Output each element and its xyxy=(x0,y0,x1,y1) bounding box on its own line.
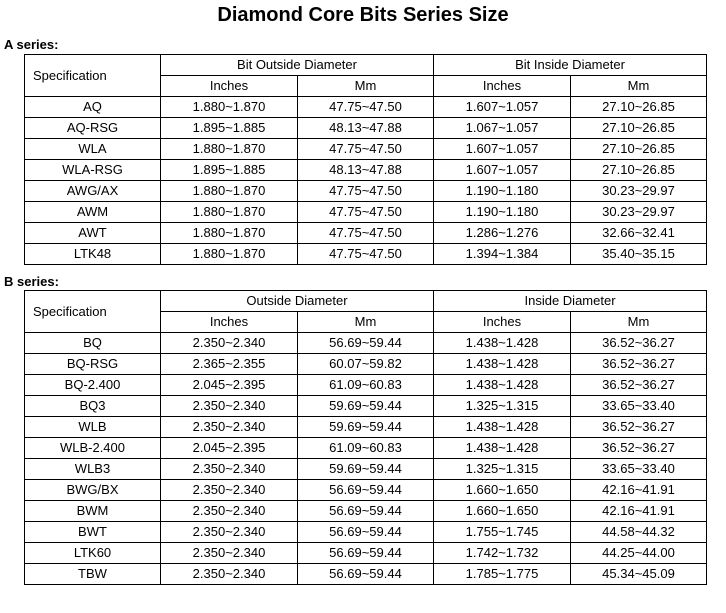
outside-inches-cell: 2.350~2.340 xyxy=(161,480,298,501)
spec-cell: BWG/BX xyxy=(25,480,161,501)
outside-mm-cell: 56.69~59.44 xyxy=(298,564,434,585)
outside-inches-cell: 2.350~2.340 xyxy=(161,396,298,417)
table-row xyxy=(25,501,707,522)
outside-inches-cell: 2.350~2.340 xyxy=(161,543,298,564)
outside-diameter-header: Bit Outside Diameter xyxy=(161,55,434,76)
inches-header: Inches xyxy=(161,312,298,333)
inside-mm-cell: 33.65~33.40 xyxy=(571,459,707,480)
outside-mm-cell: 48.13~47.88 xyxy=(298,118,434,139)
outside-inches-cell: 2.045~2.395 xyxy=(161,375,298,396)
spec-cell: BQ3 xyxy=(25,396,161,417)
inside-mm-cell: 27.10~26.85 xyxy=(571,160,707,181)
inside-inches-cell: 1.438~1.428 xyxy=(434,375,571,396)
spec-cell: WLA-RSG xyxy=(25,160,161,181)
outside-mm-cell: 59.69~59.44 xyxy=(298,417,434,438)
spec-cell: WLB3 xyxy=(25,459,161,480)
inside-inches-cell: 1.190~1.180 xyxy=(434,202,571,223)
table-row xyxy=(25,564,707,585)
mm-header: Mm xyxy=(298,312,434,333)
spec-cell: TBW xyxy=(25,564,161,585)
outside-mm-cell: 59.69~59.44 xyxy=(298,459,434,480)
outside-inches-cell: 2.350~2.340 xyxy=(161,501,298,522)
table-row xyxy=(25,354,707,375)
spec-cell: BQ xyxy=(25,333,161,354)
spec-cell: BQ-RSG xyxy=(25,354,161,375)
spec-cell: AWT xyxy=(25,223,161,244)
outside-inches-cell: 1.880~1.870 xyxy=(161,97,298,118)
inside-mm-cell: 36.52~36.27 xyxy=(571,438,707,459)
table-row xyxy=(25,223,707,244)
outside-mm-cell: 61.09~60.83 xyxy=(298,375,434,396)
inside-inches-cell: 1.755~1.745 xyxy=(434,522,571,543)
spec-cell: WLB xyxy=(25,417,161,438)
table-row xyxy=(25,181,707,202)
outside-inches-cell: 1.895~1.885 xyxy=(161,118,298,139)
inside-inches-cell: 1.438~1.428 xyxy=(434,333,571,354)
spec-cell: LTK60 xyxy=(25,543,161,564)
outside-mm-cell: 56.69~59.44 xyxy=(298,543,434,564)
inside-inches-cell: 1.394~1.384 xyxy=(434,244,571,265)
spec-cell: AWM xyxy=(25,202,161,223)
outside-inches-cell: 2.350~2.340 xyxy=(161,522,298,543)
inside-inches-cell: 1.286~1.276 xyxy=(434,223,571,244)
outside-inches-cell: 2.350~2.340 xyxy=(161,417,298,438)
inside-mm-cell: 36.52~36.27 xyxy=(571,333,707,354)
outside-mm-cell: 47.75~47.50 xyxy=(298,223,434,244)
page-title: Diamond Core Bits Series Size xyxy=(217,4,509,26)
inside-mm-cell: 42.16~41.91 xyxy=(571,501,707,522)
spec-cell: BQ-2.400 xyxy=(25,375,161,396)
outside-inches-cell: 2.350~2.340 xyxy=(161,333,298,354)
table-row xyxy=(25,417,707,438)
outside-inches-cell: 1.880~1.870 xyxy=(161,202,298,223)
spec-cell: LTK48 xyxy=(25,244,161,265)
b-series-label: B series: xyxy=(4,274,59,289)
spec-cell: AWG/AX xyxy=(25,181,161,202)
table-row xyxy=(25,244,707,265)
outside-inches-cell: 2.350~2.340 xyxy=(161,459,298,480)
outside-mm-cell: 59.69~59.44 xyxy=(298,396,434,417)
inside-inches-cell: 1.607~1.057 xyxy=(434,160,571,181)
a-series-table xyxy=(24,54,707,265)
outside-mm-cell: 48.13~47.88 xyxy=(298,160,434,181)
inside-mm-cell: 36.52~36.27 xyxy=(571,417,707,438)
a-series-label: A series: xyxy=(4,37,59,52)
inside-mm-cell: 30.23~29.97 xyxy=(571,202,707,223)
table-row xyxy=(25,160,707,181)
inside-mm-cell: 27.10~26.85 xyxy=(571,97,707,118)
table-row xyxy=(25,97,707,118)
spec-cell: AQ-RSG xyxy=(25,118,161,139)
outside-mm-cell: 60.07~59.82 xyxy=(298,354,434,375)
inside-mm-cell: 44.58~44.32 xyxy=(571,522,707,543)
inside-inches-cell: 1.785~1.775 xyxy=(434,564,571,585)
inside-inches-cell: 1.660~1.650 xyxy=(434,480,571,501)
outside-mm-cell: 56.69~59.44 xyxy=(298,480,434,501)
outside-diameter-header: Outside Diameter xyxy=(161,291,434,312)
outside-mm-cell: 61.09~60.83 xyxy=(298,438,434,459)
spec-cell: BWM xyxy=(25,501,161,522)
table-row xyxy=(25,118,707,139)
outside-mm-cell: 47.75~47.50 xyxy=(298,97,434,118)
inside-inches-cell: 1.742~1.732 xyxy=(434,543,571,564)
inside-inches-cell: 1.607~1.057 xyxy=(434,97,571,118)
inside-inches-cell: 1.325~1.315 xyxy=(434,396,571,417)
table-row xyxy=(25,375,707,396)
outside-inches-cell: 1.880~1.870 xyxy=(161,223,298,244)
table-row xyxy=(25,438,707,459)
inside-mm-cell: 32.66~32.41 xyxy=(571,223,707,244)
table-row xyxy=(25,480,707,501)
inside-diameter-header: Inside Diameter xyxy=(434,291,707,312)
outside-mm-cell: 56.69~59.44 xyxy=(298,522,434,543)
outside-inches-cell: 1.880~1.870 xyxy=(161,244,298,265)
inside-mm-cell: 33.65~33.40 xyxy=(571,396,707,417)
spec-cell: WLB-2.400 xyxy=(25,438,161,459)
table-row xyxy=(25,139,707,160)
spec-header: Specification xyxy=(25,55,161,97)
table-row xyxy=(25,459,707,480)
outside-mm-cell: 56.69~59.44 xyxy=(298,333,434,354)
outside-inches-cell: 2.365~2.355 xyxy=(161,354,298,375)
outside-inches-cell: 2.045~2.395 xyxy=(161,438,298,459)
table-row xyxy=(25,543,707,564)
inside-diameter-header: Bit Inside Diameter xyxy=(434,55,707,76)
table-row xyxy=(25,522,707,543)
mm-header: Mm xyxy=(298,76,434,97)
mm-header: Mm xyxy=(571,76,707,97)
inches-header: Inches xyxy=(434,312,571,333)
spec-cell: BWT xyxy=(25,522,161,543)
inside-inches-cell: 1.438~1.428 xyxy=(434,417,571,438)
inside-mm-cell: 27.10~26.85 xyxy=(571,118,707,139)
outside-inches-cell: 2.350~2.340 xyxy=(161,564,298,585)
spec-cell: WLA xyxy=(25,139,161,160)
table-row xyxy=(25,396,707,417)
outside-inches-cell: 1.880~1.870 xyxy=(161,181,298,202)
outside-mm-cell: 47.75~47.50 xyxy=(298,139,434,160)
outside-mm-cell: 47.75~47.50 xyxy=(298,181,434,202)
table-row xyxy=(25,333,707,354)
inside-inches-cell: 1.325~1.315 xyxy=(434,459,571,480)
table-row xyxy=(25,202,707,223)
spec-header: Specification xyxy=(25,291,161,333)
inside-inches-cell: 1.660~1.650 xyxy=(434,501,571,522)
inside-inches-cell: 1.607~1.057 xyxy=(434,139,571,160)
inside-mm-cell: 27.10~26.85 xyxy=(571,139,707,160)
outside-inches-cell: 1.880~1.870 xyxy=(161,139,298,160)
spec-cell: AQ xyxy=(25,97,161,118)
inside-mm-cell: 30.23~29.97 xyxy=(571,181,707,202)
outside-mm-cell: 47.75~47.50 xyxy=(298,202,434,223)
inches-header: Inches xyxy=(161,76,298,97)
inside-inches-cell: 1.067~1.057 xyxy=(434,118,571,139)
outside-inches-cell: 1.895~1.885 xyxy=(161,160,298,181)
inside-mm-cell: 44.25~44.00 xyxy=(571,543,707,564)
inches-header: Inches xyxy=(434,76,571,97)
b-series-table xyxy=(24,290,707,585)
mm-header: Mm xyxy=(571,312,707,333)
inside-mm-cell: 36.52~36.27 xyxy=(571,354,707,375)
inside-mm-cell: 35.40~35.15 xyxy=(571,244,707,265)
outside-mm-cell: 47.75~47.50 xyxy=(298,244,434,265)
inside-inches-cell: 1.438~1.428 xyxy=(434,438,571,459)
inside-mm-cell: 45.34~45.09 xyxy=(571,564,707,585)
inside-mm-cell: 36.52~36.27 xyxy=(571,375,707,396)
outside-mm-cell: 56.69~59.44 xyxy=(298,501,434,522)
inside-inches-cell: 1.438~1.428 xyxy=(434,354,571,375)
inside-inches-cell: 1.190~1.180 xyxy=(434,181,571,202)
inside-mm-cell: 42.16~41.91 xyxy=(571,480,707,501)
